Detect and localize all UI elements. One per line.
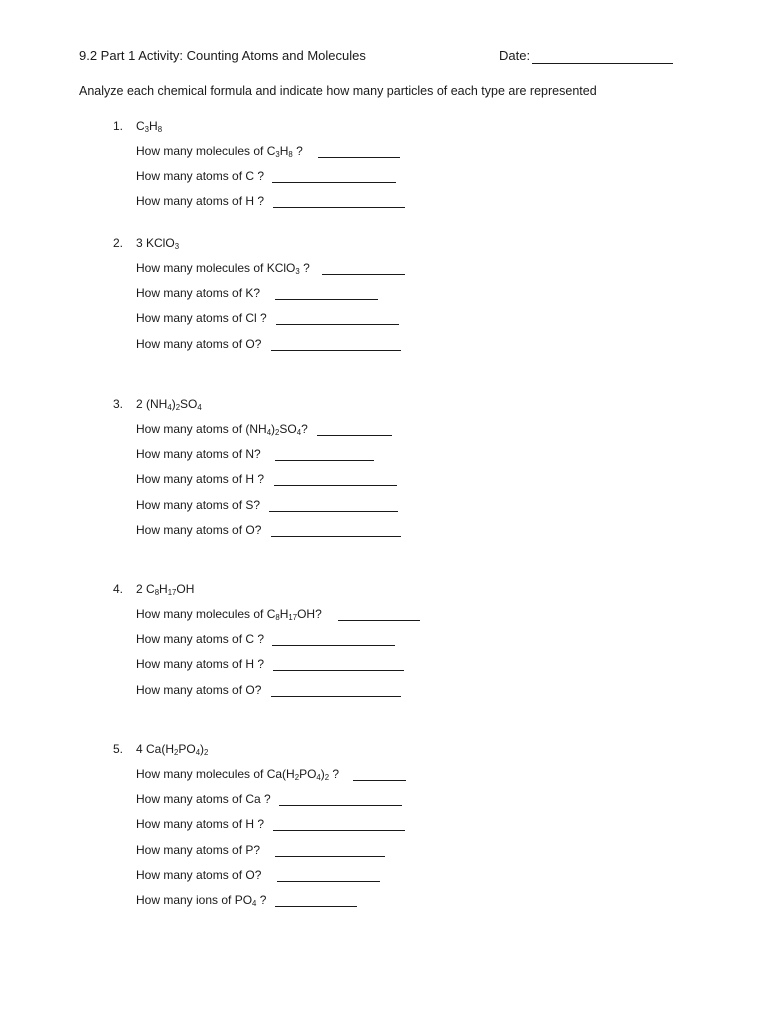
question-prompt — [136, 792, 271, 806]
prompt-text: How many atoms of N? — [136, 447, 261, 462]
answer-blank[interactable] — [275, 856, 385, 857]
question-prompt — [136, 472, 264, 486]
answer-blank[interactable] — [271, 350, 401, 351]
question-prompt — [136, 683, 261, 697]
answer-blank[interactable] — [269, 511, 398, 512]
question-formula: 3 KClO$_3$ — [136, 236, 180, 251]
question-formula: 2 $(NH_4)_2SO_4$ — [136, 397, 202, 412]
question-prompt — [136, 261, 310, 275]
question-prompt — [136, 311, 267, 325]
prompt-text: How many atoms of H ? — [136, 817, 265, 832]
prompt-text: How many atoms of O? — [136, 682, 262, 697]
prompt-text: How many ions of $PO_4$ ? — [136, 893, 267, 908]
prompt-text: How many atoms of Cl ? — [136, 311, 267, 326]
answer-blank[interactable] — [317, 435, 392, 436]
answer-blank[interactable] — [273, 670, 404, 671]
answer-blank[interactable] — [275, 906, 357, 907]
prompt-text: How many atoms of C ? — [136, 169, 265, 184]
question-prompt — [136, 498, 260, 512]
answer-blank[interactable] — [353, 780, 406, 781]
answer-blank[interactable] — [276, 324, 399, 325]
answer-blank[interactable] — [338, 620, 420, 621]
prompt-text: How many atoms of K? — [136, 286, 261, 301]
question-number: 4. — [113, 582, 124, 596]
answer-blank[interactable] — [273, 207, 405, 208]
question-prompt — [136, 868, 261, 882]
question-prompt — [136, 843, 260, 857]
question-prompt — [136, 194, 264, 208]
worksheet-title: 9.2 Part 1 Activity: Counting Atoms and Molecules — [79, 48, 366, 63]
prompt-text: How many atoms of H ? — [136, 472, 265, 487]
question-prompt — [136, 767, 339, 781]
answer-blank[interactable] — [272, 182, 396, 183]
question-formula: 4 $Ca(H_2PO_4)_2$ — [136, 742, 209, 757]
prompt-text: How many atoms of P? — [136, 842, 261, 857]
answer-blank[interactable] — [275, 299, 378, 300]
prompt-text: How many molecules of $Ca(H_2PO_4)_2$ ? — [136, 767, 340, 782]
question-prompt — [136, 286, 260, 300]
question-formula: $C_3H_8$ — [136, 119, 163, 134]
prompt-text: How many atoms of C ? — [136, 632, 265, 647]
answer-blank[interactable] — [272, 645, 395, 646]
question-number: 5. — [113, 742, 124, 756]
question-prompt — [136, 657, 264, 671]
question-prompt — [136, 169, 264, 183]
prompt-text: How many atoms of O? — [136, 867, 262, 882]
answer-blank[interactable] — [275, 460, 374, 461]
question-prompt — [136, 607, 322, 621]
instructions: Analyze each chemical formula and indicate how many particles of each type are represented — [79, 84, 597, 98]
answer-blank[interactable] — [271, 696, 401, 697]
prompt-text: How many molecules of $C_3H_8$ ? — [136, 144, 303, 159]
date-label: Date: — [499, 48, 531, 63]
prompt-text: How many atoms of H ? — [136, 194, 265, 209]
question-prompt — [136, 422, 308, 436]
answer-blank[interactable] — [279, 805, 402, 806]
answer-blank[interactable] — [273, 830, 405, 831]
prompt-text: How many atoms of $(NH_4)_2SO_4$? — [136, 422, 308, 437]
date-blank-line[interactable] — [532, 63, 673, 64]
question-formula: 2 $C_8H_{17}OH$ — [136, 582, 195, 597]
prompt-text: How many molecules of KClO$_3$ ? — [136, 261, 310, 276]
answer-blank[interactable] — [277, 881, 380, 882]
answer-blank[interactable] — [271, 536, 401, 537]
question-number: 2. — [113, 236, 124, 250]
answer-blank[interactable] — [322, 274, 405, 275]
question-prompt — [136, 144, 303, 158]
answer-blank[interactable] — [318, 157, 400, 158]
prompt-text: How many atoms of S? — [136, 497, 261, 512]
prompt-text: How many atoms of O? — [136, 336, 262, 351]
question-prompt — [136, 523, 261, 537]
prompt-text: How many molecules of $C_8H_{17}OH$? — [136, 607, 322, 622]
prompt-text: How many atoms of Ca ? — [136, 792, 271, 807]
question-prompt — [136, 893, 266, 907]
question-number: 3. — [113, 397, 124, 411]
prompt-text: How many atoms of O? — [136, 522, 262, 537]
question-number: 1. — [113, 119, 124, 133]
question-prompt — [136, 337, 261, 351]
question-prompt — [136, 817, 264, 831]
question-prompt — [136, 632, 264, 646]
prompt-text: How many atoms of H ? — [136, 657, 265, 672]
answer-blank[interactable] — [274, 485, 397, 486]
question-prompt — [136, 447, 261, 461]
